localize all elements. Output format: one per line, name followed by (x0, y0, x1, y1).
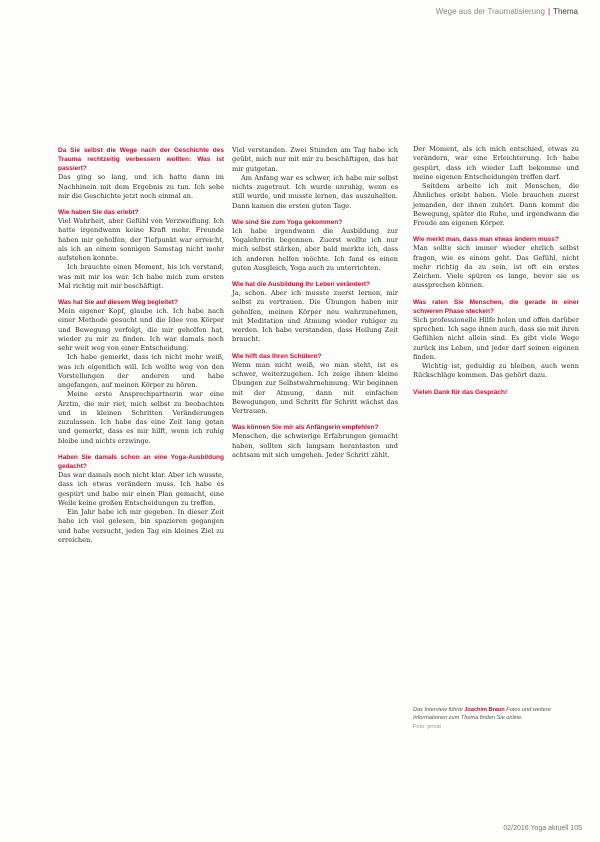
author-bio (413, 707, 579, 732)
question-heading: Was raten Sie Menschen, die gerade in einer schweren Phase stecken? (413, 298, 579, 315)
answer-paragraph: Wichtig ist, geduldig zu bleiben, auch wenn Rückschläge kommen. Das gehört dazu. (413, 362, 579, 380)
answer-paragraph: Mein eigener Kopf, glaube ich. Ich habe nach einer Methode gesucht und die Idee von Körper und Bewegung verfolgt, die mir geholfen hat, wieder zu mir zu finden. Ich war damals noch sehr weit weg von einer Entscheidung. (58, 307, 224, 353)
answer-paragraph: Menschen, die schwierige Erfahrungen gemacht haben, sollten sich langsam herantasten und achtsam mit sich umgehen. Jeder Schritt zählt. (232, 432, 398, 459)
answer-paragraph: Ich habe irgendwann die Ausbildung zur Yogalehrerin begonnen. Zuerst wollte ich nur mich selbst stärken, aber bald merkte ich, dass ich anderen helfen möchte. Ich fand es einen guten Ausgleich, Yoga auch zu unterrichten. (232, 226, 398, 272)
answer-paragraph: Sich professionelle Hilfe holen und offen darüber sprechen. Ich sage ihnen auch, dass sie mit ihren Gefühlen nicht allein sind. Es gibt viele Wege zurück ins Leben, und jeder darf seinen eigenen finden. (413, 315, 579, 361)
answer-paragraph: Ja, schon. Aber ich musste zuerst lernen, mir selbst zu vertrauen. Die Übungen haben mir geholfen, meinen Körper neu wahrzunehmen, mit Meditation und Atmung wieder ruhiger zu werden. Ich habe verstanden, dass Heilung Zeit braucht. (232, 289, 398, 344)
answer-paragraph: Ich brauchte einen Moment, bis ich verstand, was mit mir los war. Ich habe mich zum ersten Mal richtig mit mir beschäftigt. (58, 263, 224, 290)
question-heading: Haben Sie damals schon an eine Yoga-Ausbildung gedacht? (58, 453, 224, 471)
answer-paragraph: Meine erste Ansprechpartnerin war eine Ärztin, die mir riet, mich selbst zu beobachten und in kleinen Schritten Veränderungen zuzulassen. Ich habe das eine Zeit lang getan und gemerkt, dass es mir hilft, wenn ich ruhig bleibe und nichts erzwinge. (58, 390, 224, 445)
bio-rest: Fotos und weitere Informationen zum Thema finden Sie online. (413, 707, 551, 721)
running-head-rubric: Thema (553, 7, 578, 16)
closing-heading: Vielen Dank für das Gespräch! (413, 388, 508, 396)
question-heading: Wie hat die Ausbildung Ihr Leben verändert? (232, 281, 371, 289)
question-heading: Was können Sie mir als Anfängerin empfehlen? (232, 424, 379, 432)
text-column-3 (413, 145, 579, 397)
question-heading: Da Sie selbst die Wege nach der Geschichte des Trauma rechtzeitig verbessern wollten: Was ist passiert? (58, 147, 224, 173)
answer-paragraph: Viel Wahrheit, aber Gefühl von Verzweiflung. Ich hatte irgendwann keine Kraft mehr. Freunde haben mir geholfen, der Tiefpunkt war erreicht, als ich an einem sonnigen Samstag nicht mehr aufstehen konnte. (58, 217, 224, 263)
answer-paragraph: Das ging so lang, und ich hatte dann im Nachhinein mit dem Ergebnis zu tun. Ich sehe mir die Geschichte jetzt noch einmal an. (58, 173, 224, 200)
answer-paragraph: Am Anfang war es schwer, ich habe mir selbst nichts zugetraut. Ich wurde unruhig, wenn es still wurde, und musste lernen, das auszuhalten. Dann kamen die ersten guten Tage. (232, 173, 398, 210)
answer-paragraph: Ein Jahr habe ich mir gegeben. In dieser Zeit habe ich viel gelesen, bin spazieren gegangen und habe versucht, jeden Tag ein kleines Ziel zu erreichen. (58, 508, 224, 544)
question-heading: Was hat Sie auf diesem Weg begleitet? (58, 299, 178, 307)
answer-paragraph: Wenn man nicht weiß, wo man steht, ist es schwer, weiterzugehen. Ich zeige ihnen kleine Übungen zur Selbstwahrnehmung. Wir beginnen mit der Atmung, dann mit einfachen Bewegungen, und Schritt für Schritt wächst das Vertrauen. (232, 360, 398, 416)
question-heading: Wie hilft das Ihren Schülern? (232, 352, 322, 360)
answer-paragraph: Ich habe gemerkt, dass ich nicht mehr weiß, was ich eigentlich will. Ich wollte weg von den Vorstellungen der anderen und habe angefangen, auf meinen Körper zu hören. (58, 353, 224, 390)
answer-paragraph: Der Moment, als ich mich entschied, etwas zu verändern, war eine Erleichterung. Ich habe gespürt, dass ich wieder Luft bekomme und meine eigenen Entscheidungen treffen darf. (413, 145, 579, 181)
question-heading: Wie sind Sie zum Yoga gekommen? (232, 218, 343, 226)
running-head-section: Wege aus der Traumatisierung (435, 7, 546, 16)
running-head-separator: | (548, 7, 551, 16)
answer-paragraph: Man sollte sich immer wieder ehrlich selbst fragen, wie es einem geht. Das Gefühl, nicht mehr richtig da zu sein, ist oft ein erstes Zeichen. Viele spüren es lange, bevor sie es aussprechen können. (413, 244, 579, 290)
bio-text: Das Interview führte (413, 707, 463, 713)
page-footer: 02/2016 Yoga aktuell 105 (503, 825, 582, 832)
answer-paragraph: Seitdem arbeite ich mit Menschen, die Ähnliches erlebt haben. Viele brauchen zuerst jemanden, der ihnen zuhört. Dann kommt die Bewegung, später die Ruhe, und irgendwann die Freude am eigenen Körper. (413, 182, 579, 227)
question-heading: Wie merkt man, dass man etwas ändern muss? (413, 236, 559, 244)
text-column-1 (58, 146, 224, 545)
answer-paragraph: Viel verstanden. Zwei Stunden am Tag habe ich geübt, mich nur mit mir zu beschäftigen, das hat mir gutgetan. (232, 146, 398, 173)
running-head (436, 7, 578, 16)
answer-paragraph: Das war damals noch nicht klar. Aber ich wusste, dass ich etwas verändern muss. Ich habe es gespürt und habe mir einen Plan gemacht, eine Weile keine großen Entscheidungen zu treffen. (58, 471, 224, 507)
question-heading: Wie haben Sie das erlebt? (58, 209, 139, 217)
bio-author-name: Joachim Braun (464, 707, 505, 713)
photo-credit: Foto: privat (413, 724, 441, 731)
text-column-2 (232, 146, 398, 460)
